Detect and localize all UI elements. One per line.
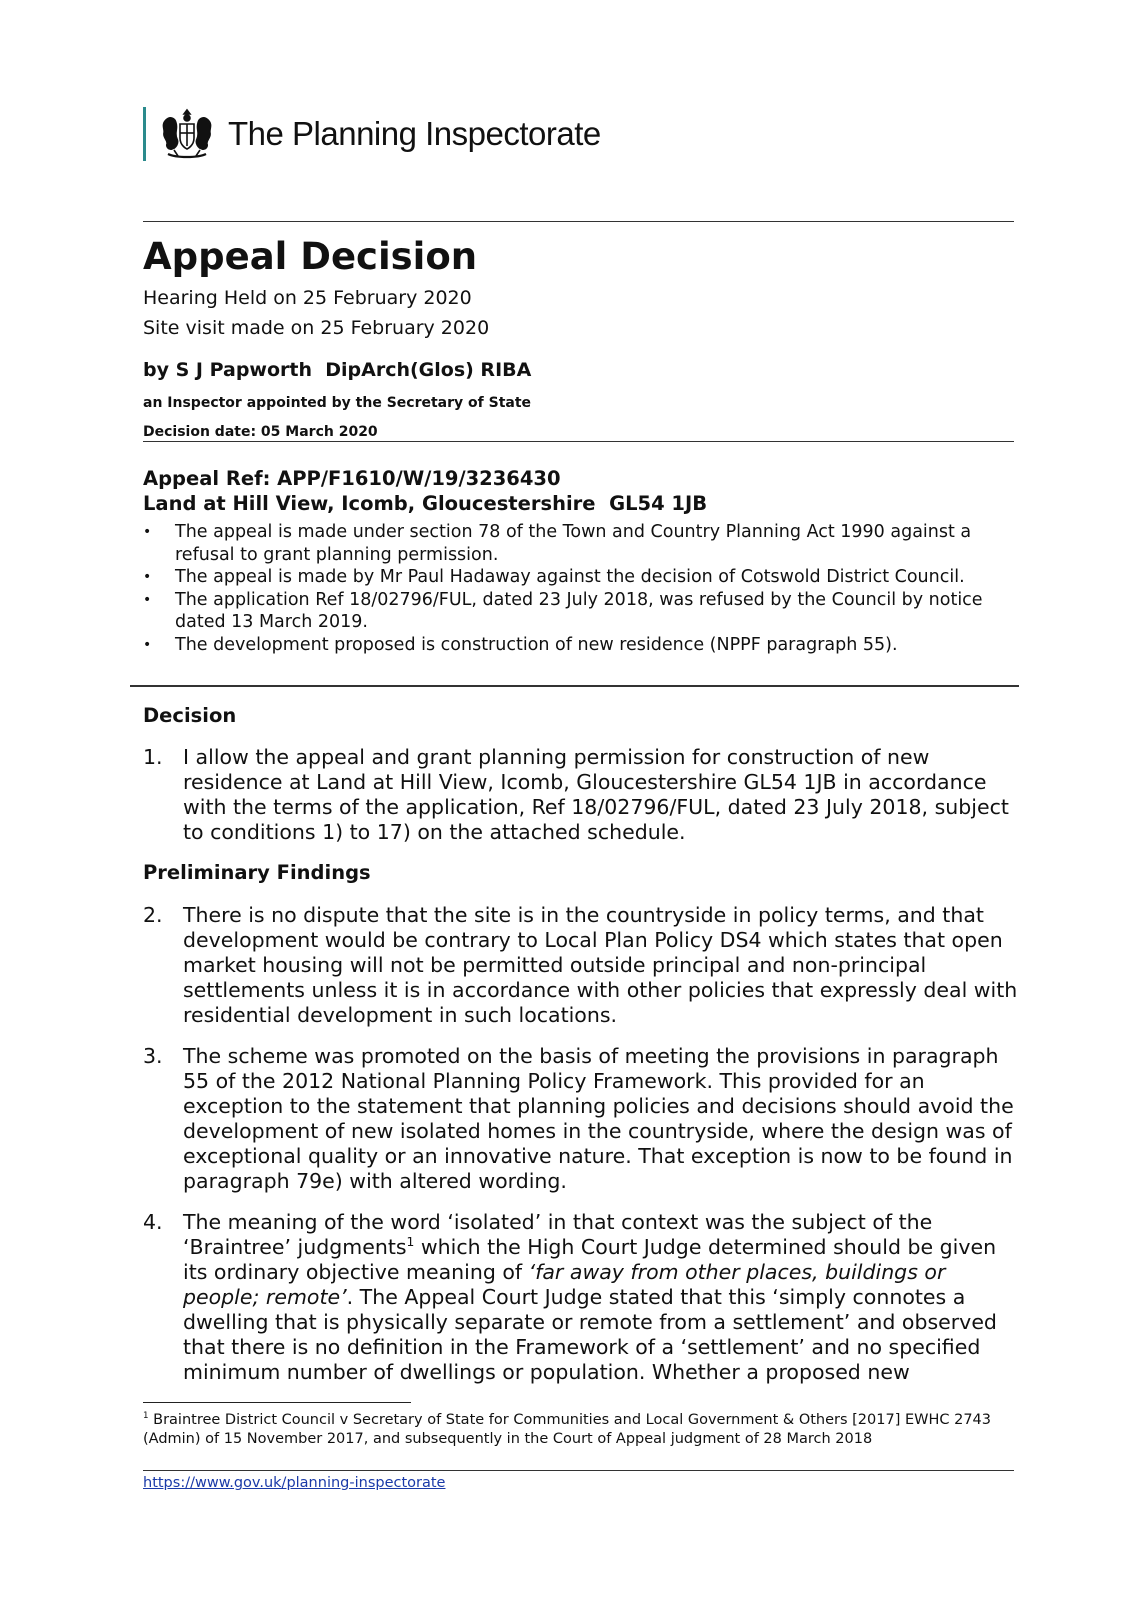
footnote-text: Braintree District Council v Secretary of State for Communities and Local Government & Others [2017] EWHC 2743 (Admin) of 15 November 2017, and subsequently in the Court of Appeal judgment of 28 March 2018: [143, 1412, 992, 1447]
paragraph-text-part: The meaning of the word ‘isolated’ in that context was the subject of the ‘Braintree’ judgments: [183, 1210, 933, 1259]
preliminary-findings-heading: Preliminary Findings: [143, 861, 371, 884]
site-address: Land at Hill View, Icomb, Gloucestershire GL54 1JB: [143, 492, 708, 515]
paragraph-text: The scheme was promoted on the basis of meeting the provisions in paragraph 55 of the 2012 National Planning Policy Framework. This provided for an exception to the statement that planning policies and decisions should avoid the development of new isolated homes in the countryside, where the design was of exceptional quality or an innovative nature. That exception is now to be found in paragraph 79e) with altered wording.: [183, 1044, 1014, 1193]
appeal-reference-block: [143, 466, 707, 516]
paragraph-4: [143, 1210, 1023, 1385]
paragraph-3: [143, 1044, 1023, 1194]
footer-website-link[interactable]: https://www.gov.uk/planning-inspectorate: [143, 1475, 446, 1491]
inspector-appointment: an Inspector appointed by the Secretary of State: [143, 395, 532, 411]
page-title: Appeal Decision: [143, 235, 478, 278]
bullet-icon: •: [143, 591, 152, 608]
list-item-text: The appeal is made under section 78 of the Town and Country Planning Act 1990 against a refusal to grant planning permission.: [175, 522, 972, 565]
list-item: [143, 521, 1023, 566]
bullet-icon: •: [143, 569, 152, 585]
quoted-definition: ‘far away from other places, buildings or people; remote’: [183, 1260, 946, 1309]
paragraph-text-part: . The Appeal Court Judge stated that this ‘simply connotes a dwelling that is physically separate or remote from a settlement’ and observed that there is no definition in the Framework of a ‘settlement’ and no specified minimum number of dwellings or population. Whether a proposed new: [183, 1285, 997, 1384]
paragraph-number: 1.: [143, 745, 163, 769]
paragraph-number: 3.: [143, 1044, 163, 1068]
paragraph-text-part: which the High Court Judge determined should be given its ordinary objective meaning of: [183, 1235, 997, 1284]
appeal-reference: Appeal Ref: APP/F1610/W/19/3236430: [143, 467, 561, 490]
list-item: [143, 589, 1023, 634]
footnote-mark: 1: [143, 1411, 149, 1422]
paragraph-2: [143, 903, 1023, 1028]
footnote: [143, 1411, 1023, 1449]
bullet-icon: •: [143, 524, 152, 540]
list-item-text: The appeal is made by Mr Paul Hadaway against the decision of Cotswold District Council.: [175, 567, 965, 587]
inspector-name: by S J Papworth DipArch(Glos) RIBA: [143, 359, 532, 381]
list-item: [143, 566, 1023, 589]
paragraph-text: [183, 1210, 1023, 1385]
logo-accent-bar: [143, 107, 146, 161]
bullet-icon: •: [143, 636, 152, 653]
site-visit-date: Site visit made on 25 February 2020: [143, 317, 490, 339]
paragraph-1: [143, 745, 1023, 845]
list-item: [143, 634, 1023, 657]
paragraph-number: 4.: [143, 1210, 163, 1234]
royal-crest-icon: [158, 106, 216, 162]
list-item-text: The development proposed is construction of new residence (NPPF paragraph 55).: [175, 634, 898, 655]
paragraph-text: I allow the appeal and grant planning permission for construction of new residence at Land at Hill View, Icomb, Gloucestershire GL54 1JB in accordance with the terms of the application, Ref 18/02796/FUL, dated 23 July 2018, subject to conditions 1) to 17) on the attached schedule.: [183, 745, 1009, 844]
appeal-details-list: [143, 521, 1023, 656]
footer-divider: [143, 1470, 1014, 1471]
paragraph-text: There is no dispute that the site is in the countryside in policy terms, and that development would be contrary to Local Plan Policy DS4 which states that open market housing will not be permitted outside principal and non-principal settlements unless it is in accordance with other policies that expressly deal with residential development in such locations.: [183, 903, 1018, 1027]
hearing-date: Hearing Held on 25 February 2020: [143, 287, 472, 309]
decision-date-divider: [143, 441, 1014, 442]
summary-divider: [130, 685, 1019, 687]
paragraph-number: 2.: [143, 903, 163, 927]
header-divider: [143, 221, 1014, 222]
footnote-reference: 1: [406, 1235, 415, 1250]
decision-date: Decision date: 05 March 2020: [143, 424, 378, 440]
footnote-divider: [143, 1402, 411, 1403]
decision-heading: Decision: [143, 704, 237, 727]
organisation-name: The Planning Inspectorate: [228, 115, 601, 152]
list-item-text: The application Ref 18/02796/FUL, dated 23 July 2018, was refused by the Council by notice dated 13 March 2019.: [175, 589, 983, 632]
organisation-logo: [143, 106, 601, 162]
